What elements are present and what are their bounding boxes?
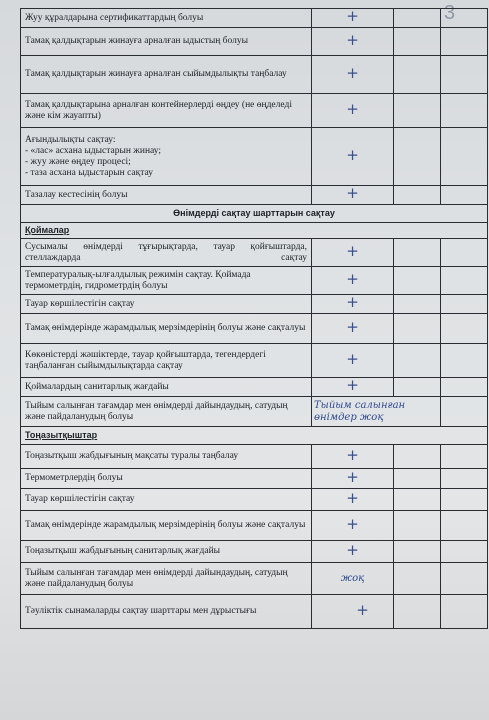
check-mark-cell	[312, 9, 394, 28]
handwritten-note: Тыйым салынған	[314, 399, 406, 411]
empty-cell	[441, 239, 488, 267]
handwritten-plus-mark: +	[346, 7, 359, 25]
table-row	[21, 397, 488, 427]
empty-cell	[394, 445, 441, 469]
table-row	[21, 378, 488, 397]
handwritten-plus-mark: +	[346, 184, 359, 202]
empty-cell	[441, 489, 488, 511]
check-mark-cell	[312, 128, 394, 186]
empty-cell	[441, 314, 488, 344]
table-row	[21, 128, 488, 186]
check-mark-cell	[312, 511, 394, 541]
empty-cell	[441, 397, 488, 427]
empty-cell	[394, 511, 441, 541]
check-mark-cell	[312, 378, 394, 397]
empty-cell	[394, 541, 441, 563]
flow-item: - таза асхана ыдыстарын сақтау	[25, 167, 153, 178]
check-mark-cell	[312, 595, 394, 629]
check-mark-cell	[312, 56, 394, 94]
check-mark-cell	[312, 295, 394, 314]
criterion-text: Тамақ өнімдерінде жарамдылық мерзімдерінің болуы және сақталуы	[21, 511, 312, 541]
empty-cell	[441, 595, 488, 629]
subsection-title-refrigerators: Тоңазытқыштар	[21, 427, 488, 445]
table-row	[21, 595, 488, 629]
empty-cell	[394, 378, 441, 397]
subsection-header-row	[21, 427, 488, 445]
empty-cell	[394, 56, 441, 94]
empty-cell	[394, 9, 441, 28]
table-row	[21, 489, 488, 511]
page-number: 3	[444, 2, 456, 24]
flow-item: - «лас» асхана ыдыстарын жинау;	[25, 145, 162, 156]
table-row	[21, 469, 488, 489]
empty-cell	[394, 489, 441, 511]
empty-cell	[441, 344, 488, 378]
handwritten-plus-mark: +	[346, 241, 359, 260]
flow-item: - жуу және өңдеу процесі;	[25, 156, 131, 167]
criterion-text: Тоңазытқыш жабдығының мақсаты туралы таңбалау	[21, 445, 312, 469]
handwritten-plus-mark: +	[346, 467, 359, 486]
criterion-text: Тоңазытқыш жабдығының санитарлық жағдайы	[21, 541, 312, 563]
handwritten-plus-mark: +	[346, 488, 359, 507]
check-mark-cell	[312, 239, 394, 267]
handwritten-plus-mark: +	[346, 349, 359, 368]
table-row	[21, 541, 488, 563]
handwritten-plus-mark: +	[346, 293, 359, 311]
criterion-text: Көкөністерді жәшіктерде, тауар қойғыштарда, тегендердегі таңбаланған сыйымдылықтарда сақтау	[21, 344, 312, 378]
check-mark-cell	[312, 489, 394, 511]
criterion-text: Қоймалардың санитарлық жағдайы	[21, 378, 312, 397]
criterion-text: Тамақ қалдықтарын жинауға арналған сыйымдылықты таңбалау	[21, 56, 312, 94]
empty-cell	[394, 344, 441, 378]
criterion-text: Тыйым салынған тағамдар мен өнімдерді дайындаудың, сатудың және пайдаланудың болуы	[21, 563, 312, 595]
handwritten-plus-mark: +	[346, 30, 359, 49]
empty-cell	[441, 469, 488, 489]
empty-cell	[441, 128, 488, 186]
handwritten-note: өнімдер жоқ	[314, 411, 384, 423]
table-row	[21, 28, 488, 56]
table-row	[21, 563, 488, 595]
criterion-text: Сусымалы өнімдерді тұғырықтарда, тауар қойғыштарда, стеллаждарда сақтау	[21, 239, 312, 267]
empty-cell	[441, 9, 488, 28]
check-mark-cell	[312, 186, 394, 205]
section-title: Өнімдерді сақтау шарттарын сақтау	[21, 205, 488, 223]
empty-cell	[441, 295, 488, 314]
handwritten-plus-mark: +	[346, 145, 359, 164]
table-row	[21, 344, 488, 378]
empty-cell	[441, 56, 488, 94]
empty-cell	[441, 186, 488, 205]
empty-cell	[394, 469, 441, 489]
table-row	[21, 511, 488, 541]
table-row	[21, 314, 488, 344]
empty-cell	[441, 267, 488, 295]
handwritten-plus-mark: +	[356, 600, 369, 619]
empty-cell	[394, 314, 441, 344]
check-mark-cell	[312, 28, 394, 56]
table-row	[21, 267, 488, 295]
inspection-checklist-table	[20, 8, 488, 629]
table-row	[21, 56, 488, 94]
empty-cell	[394, 94, 441, 128]
handwritten-plus-mark: +	[346, 514, 359, 533]
empty-cell	[441, 511, 488, 541]
check-mark-cell	[312, 314, 394, 344]
empty-cell	[441, 541, 488, 563]
empty-cell	[394, 186, 441, 205]
empty-cell	[441, 94, 488, 128]
empty-cell	[394, 563, 441, 595]
subsection-header-row	[21, 223, 488, 239]
check-mark-cell	[312, 344, 394, 378]
handwritten-plus-mark: +	[346, 317, 359, 336]
criterion-text: Тәуліктік сынамаларды сақтау шарттары мен дұрыстығы	[21, 595, 312, 629]
flow-title: Ағындылықты сақтау:	[25, 134, 116, 145]
check-mark-cell	[312, 541, 394, 563]
criterion-text: Термометрлердің болуы	[21, 469, 312, 489]
empty-cell	[441, 28, 488, 56]
empty-cell	[394, 595, 441, 629]
table-row	[21, 186, 488, 205]
check-mark-cell	[312, 445, 394, 469]
empty-cell	[394, 295, 441, 314]
check-mark-cell	[312, 94, 394, 128]
criterion-text: Тамақ өнімдерінде жарамдылық мерзімдерінің болуы және сақталуы	[21, 314, 312, 344]
section-header-row	[21, 205, 488, 223]
criterion-text: Тауар көршілестігін сақтау	[21, 295, 312, 314]
criterion-text: Тамақ қалдықтарына арналған контейнерлерді өңдеу (не өңделеді және кім жауапты)	[21, 94, 312, 128]
table-row	[21, 445, 488, 469]
empty-cell	[394, 267, 441, 295]
handwritten-note-cell	[312, 397, 441, 427]
criterion-text: Тыйым салынған тағамдар мен өнімдерді дайындаудың, сатудың және пайдаланудың болуы	[21, 397, 312, 427]
empty-cell	[441, 563, 488, 595]
empty-cell	[394, 28, 441, 56]
criterion-text	[21, 128, 312, 186]
table-row	[21, 9, 488, 28]
criterion-text: Тамақ қалдықтарын жинауға арналған ыдыстың болуы	[21, 28, 312, 56]
empty-cell	[441, 445, 488, 469]
criterion-text: Температуралық-ылғалдылық режимін сақтау. Қоймада термометрдің, гидрометрдің болуы	[21, 267, 312, 295]
handwritten-plus-mark: +	[346, 445, 359, 464]
handwritten-plus-mark: +	[346, 376, 359, 394]
handwritten-note: жоқ	[340, 572, 365, 584]
subsection-title-storage: Қоймалар	[21, 223, 488, 239]
handwritten-note-cell	[312, 563, 394, 595]
handwritten-plus-mark: +	[346, 269, 359, 288]
criterion-text: Жуу құралдарына сертификаттардың болуы	[21, 9, 312, 28]
check-mark-cell	[312, 267, 394, 295]
criterion-text: Тазалау кестесінің болуы	[21, 186, 312, 205]
empty-cell	[441, 378, 488, 397]
table-row	[21, 94, 488, 128]
handwritten-plus-mark: +	[346, 63, 359, 82]
table-row	[21, 239, 488, 267]
table-row	[21, 295, 488, 314]
check-mark-cell	[312, 469, 394, 489]
empty-cell	[394, 239, 441, 267]
criterion-text: Тауар көршілестігін сақтау	[21, 489, 312, 511]
handwritten-plus-mark: +	[346, 540, 359, 559]
empty-cell	[394, 128, 441, 186]
handwritten-plus-mark: +	[346, 99, 359, 118]
